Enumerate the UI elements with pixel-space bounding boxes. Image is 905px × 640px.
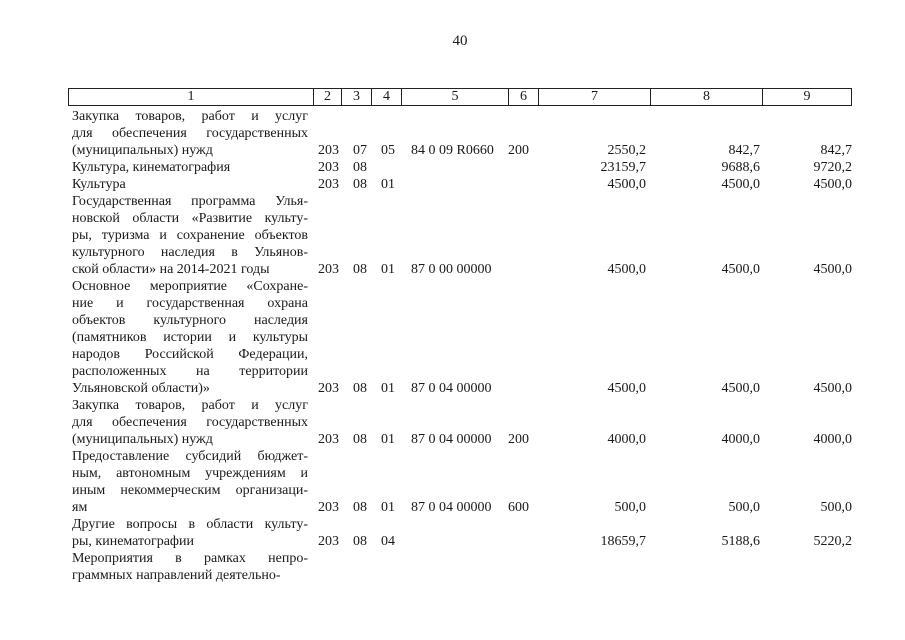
row-name-line: Ульяновской области)» (72, 381, 210, 396)
cell-c7: 23159,7 (600, 160, 646, 175)
cell-c4: 01 (381, 381, 395, 396)
table-row (0, 108, 905, 159)
row-name-line: Закупка товаров, работ и услуг (72, 109, 308, 124)
row-name-line: Культура, кинематография (72, 160, 231, 175)
row-name-line: для обеспечения государственных (72, 126, 308, 141)
cell-c4: 01 (381, 500, 395, 515)
cell-c3: 08 (353, 160, 367, 175)
table-row (0, 448, 905, 516)
cell-c3: 08 (353, 534, 367, 549)
row-name-line: Государственная программа Улья- (72, 194, 308, 209)
row-name-line: (муниципальных) нужд (72, 432, 213, 447)
row-name (72, 278, 308, 397)
cell-c9: 500,0 (820, 500, 852, 515)
cell-c4: 01 (381, 177, 395, 192)
row-name-line: ры, туризма и сохранение объектов (72, 228, 308, 243)
cell-c2: 203 (318, 262, 339, 277)
row-name-line: граммных направлений деятельно- (72, 568, 281, 583)
header-col-6: 6 (509, 89, 539, 105)
header-col-7: 7 (539, 89, 651, 105)
cell-c3: 08 (353, 500, 367, 515)
header-col-8: 8 (651, 89, 763, 105)
cell-c7: 4500,0 (607, 381, 646, 396)
cell-c8: 842,7 (728, 143, 760, 158)
row-name-line: Предоставление субсидий бюджет- (72, 449, 308, 464)
cell-c7: 2550,2 (607, 143, 646, 158)
cell-c2: 203 (318, 500, 339, 515)
cell-c5: 87 0 04 00000 (411, 432, 492, 447)
cell-c8: 4500,0 (721, 381, 760, 396)
row-name (72, 108, 308, 159)
cell-c8: 4000,0 (721, 432, 760, 447)
row-name (72, 397, 308, 448)
cell-c5: 84 0 09 R0660 (411, 143, 494, 158)
row-name (72, 448, 308, 516)
row-name-line: ры, кинематографии (72, 534, 194, 549)
cell-c9: 842,7 (820, 143, 852, 158)
header-col-9: 9 (803, 89, 811, 104)
cell-c2: 203 (318, 160, 339, 175)
cell-c2: 203 (318, 534, 339, 549)
row-name-line: иным некоммерческим организаци- (72, 483, 308, 498)
header-col-2: 2 (314, 89, 342, 105)
cell-c8: 4500,0 (721, 262, 760, 277)
cell-c3: 08 (353, 381, 367, 396)
cell-c2: 203 (318, 143, 339, 158)
table-row (0, 516, 905, 550)
cell-c2: 203 (318, 432, 339, 447)
table-row (0, 397, 905, 448)
row-name-line: Культура (72, 177, 126, 192)
cell-c9: 4000,0 (813, 432, 852, 447)
cell-c8: 500,0 (728, 500, 760, 515)
row-name (72, 550, 308, 584)
header-col-3: 3 (342, 89, 372, 105)
row-name-line: Мероприятия в рамках непро- (72, 551, 308, 566)
cell-c7: 500,0 (614, 500, 646, 515)
cell-c9: 5220,2 (813, 534, 852, 549)
cell-c5: 87 0 04 00000 (411, 500, 492, 515)
header-col-4: 4 (372, 89, 402, 105)
row-name (72, 159, 308, 176)
cell-c8: 9688,6 (721, 160, 760, 175)
cell-c5: 87 0 04 00000 (411, 381, 492, 396)
row-name-line: Основное мероприятие «Сохране- (72, 279, 308, 294)
row-name-line: ской области» на 2014-2021 годы (72, 262, 270, 277)
cell-c6: 600 (508, 500, 529, 515)
cell-c4: 05 (381, 143, 395, 158)
cell-c2: 203 (318, 177, 339, 192)
cell-c4: 01 (381, 262, 395, 277)
row-name-line: (муниципальных) нужд (72, 143, 213, 158)
row-name-line: для обеспечения государственных (72, 415, 308, 430)
cell-c5: 87 0 00 00000 (411, 262, 492, 277)
cell-c7: 18659,7 (600, 534, 646, 549)
cell-c9: 9720,2 (813, 160, 852, 175)
row-name-line: объектов культурного наследия (72, 313, 308, 328)
cell-c3: 08 (353, 177, 367, 192)
row-name-line: ным, автономным учреждениям и (72, 466, 308, 481)
cell-c8: 5188,6 (721, 534, 760, 549)
cell-c6: 200 (508, 432, 529, 447)
cell-c3: 07 (353, 143, 367, 158)
cell-c3: 08 (353, 432, 367, 447)
cell-c6: 200 (508, 143, 529, 158)
row-name-line: народов Российской Федерации, (72, 347, 308, 362)
row-name-line: Закупка товаров, работ и услуг (72, 398, 308, 413)
row-name-line: расположенных на территории (72, 364, 308, 379)
cell-c2: 203 (318, 381, 339, 396)
page-number: 40 (452, 33, 468, 49)
row-name-line: ям (72, 500, 88, 515)
row-name (72, 176, 308, 193)
table-header (68, 88, 852, 106)
cell-c7: 4500,0 (607, 262, 646, 277)
table-row (0, 176, 905, 193)
row-name-line: новской области «Развитие культу- (72, 211, 308, 226)
row-name-line: культурного наследия в Ульянов- (72, 245, 308, 260)
table-row (0, 550, 905, 584)
table-row (0, 278, 905, 397)
row-name-line: ние и государственная охрана (72, 296, 308, 311)
cell-c3: 08 (353, 262, 367, 277)
cell-c4: 01 (381, 432, 395, 447)
row-name (72, 193, 308, 278)
row-name-line: (памятников истории и культуры (72, 330, 308, 345)
cell-c8: 4500,0 (721, 177, 760, 192)
cell-c7: 4500,0 (607, 177, 646, 192)
header-col-5: 5 (402, 89, 509, 105)
table-row (0, 159, 905, 176)
row-name (72, 516, 308, 550)
cell-c9: 4500,0 (813, 381, 852, 396)
cell-c9: 4500,0 (813, 262, 852, 277)
row-name-line: Другие вопросы в области культу- (72, 517, 308, 532)
header-col-1: 1 (69, 89, 314, 105)
cell-c4: 04 (381, 534, 395, 549)
table-row (0, 193, 905, 278)
cell-c9: 4500,0 (813, 177, 852, 192)
cell-c7: 4000,0 (607, 432, 646, 447)
